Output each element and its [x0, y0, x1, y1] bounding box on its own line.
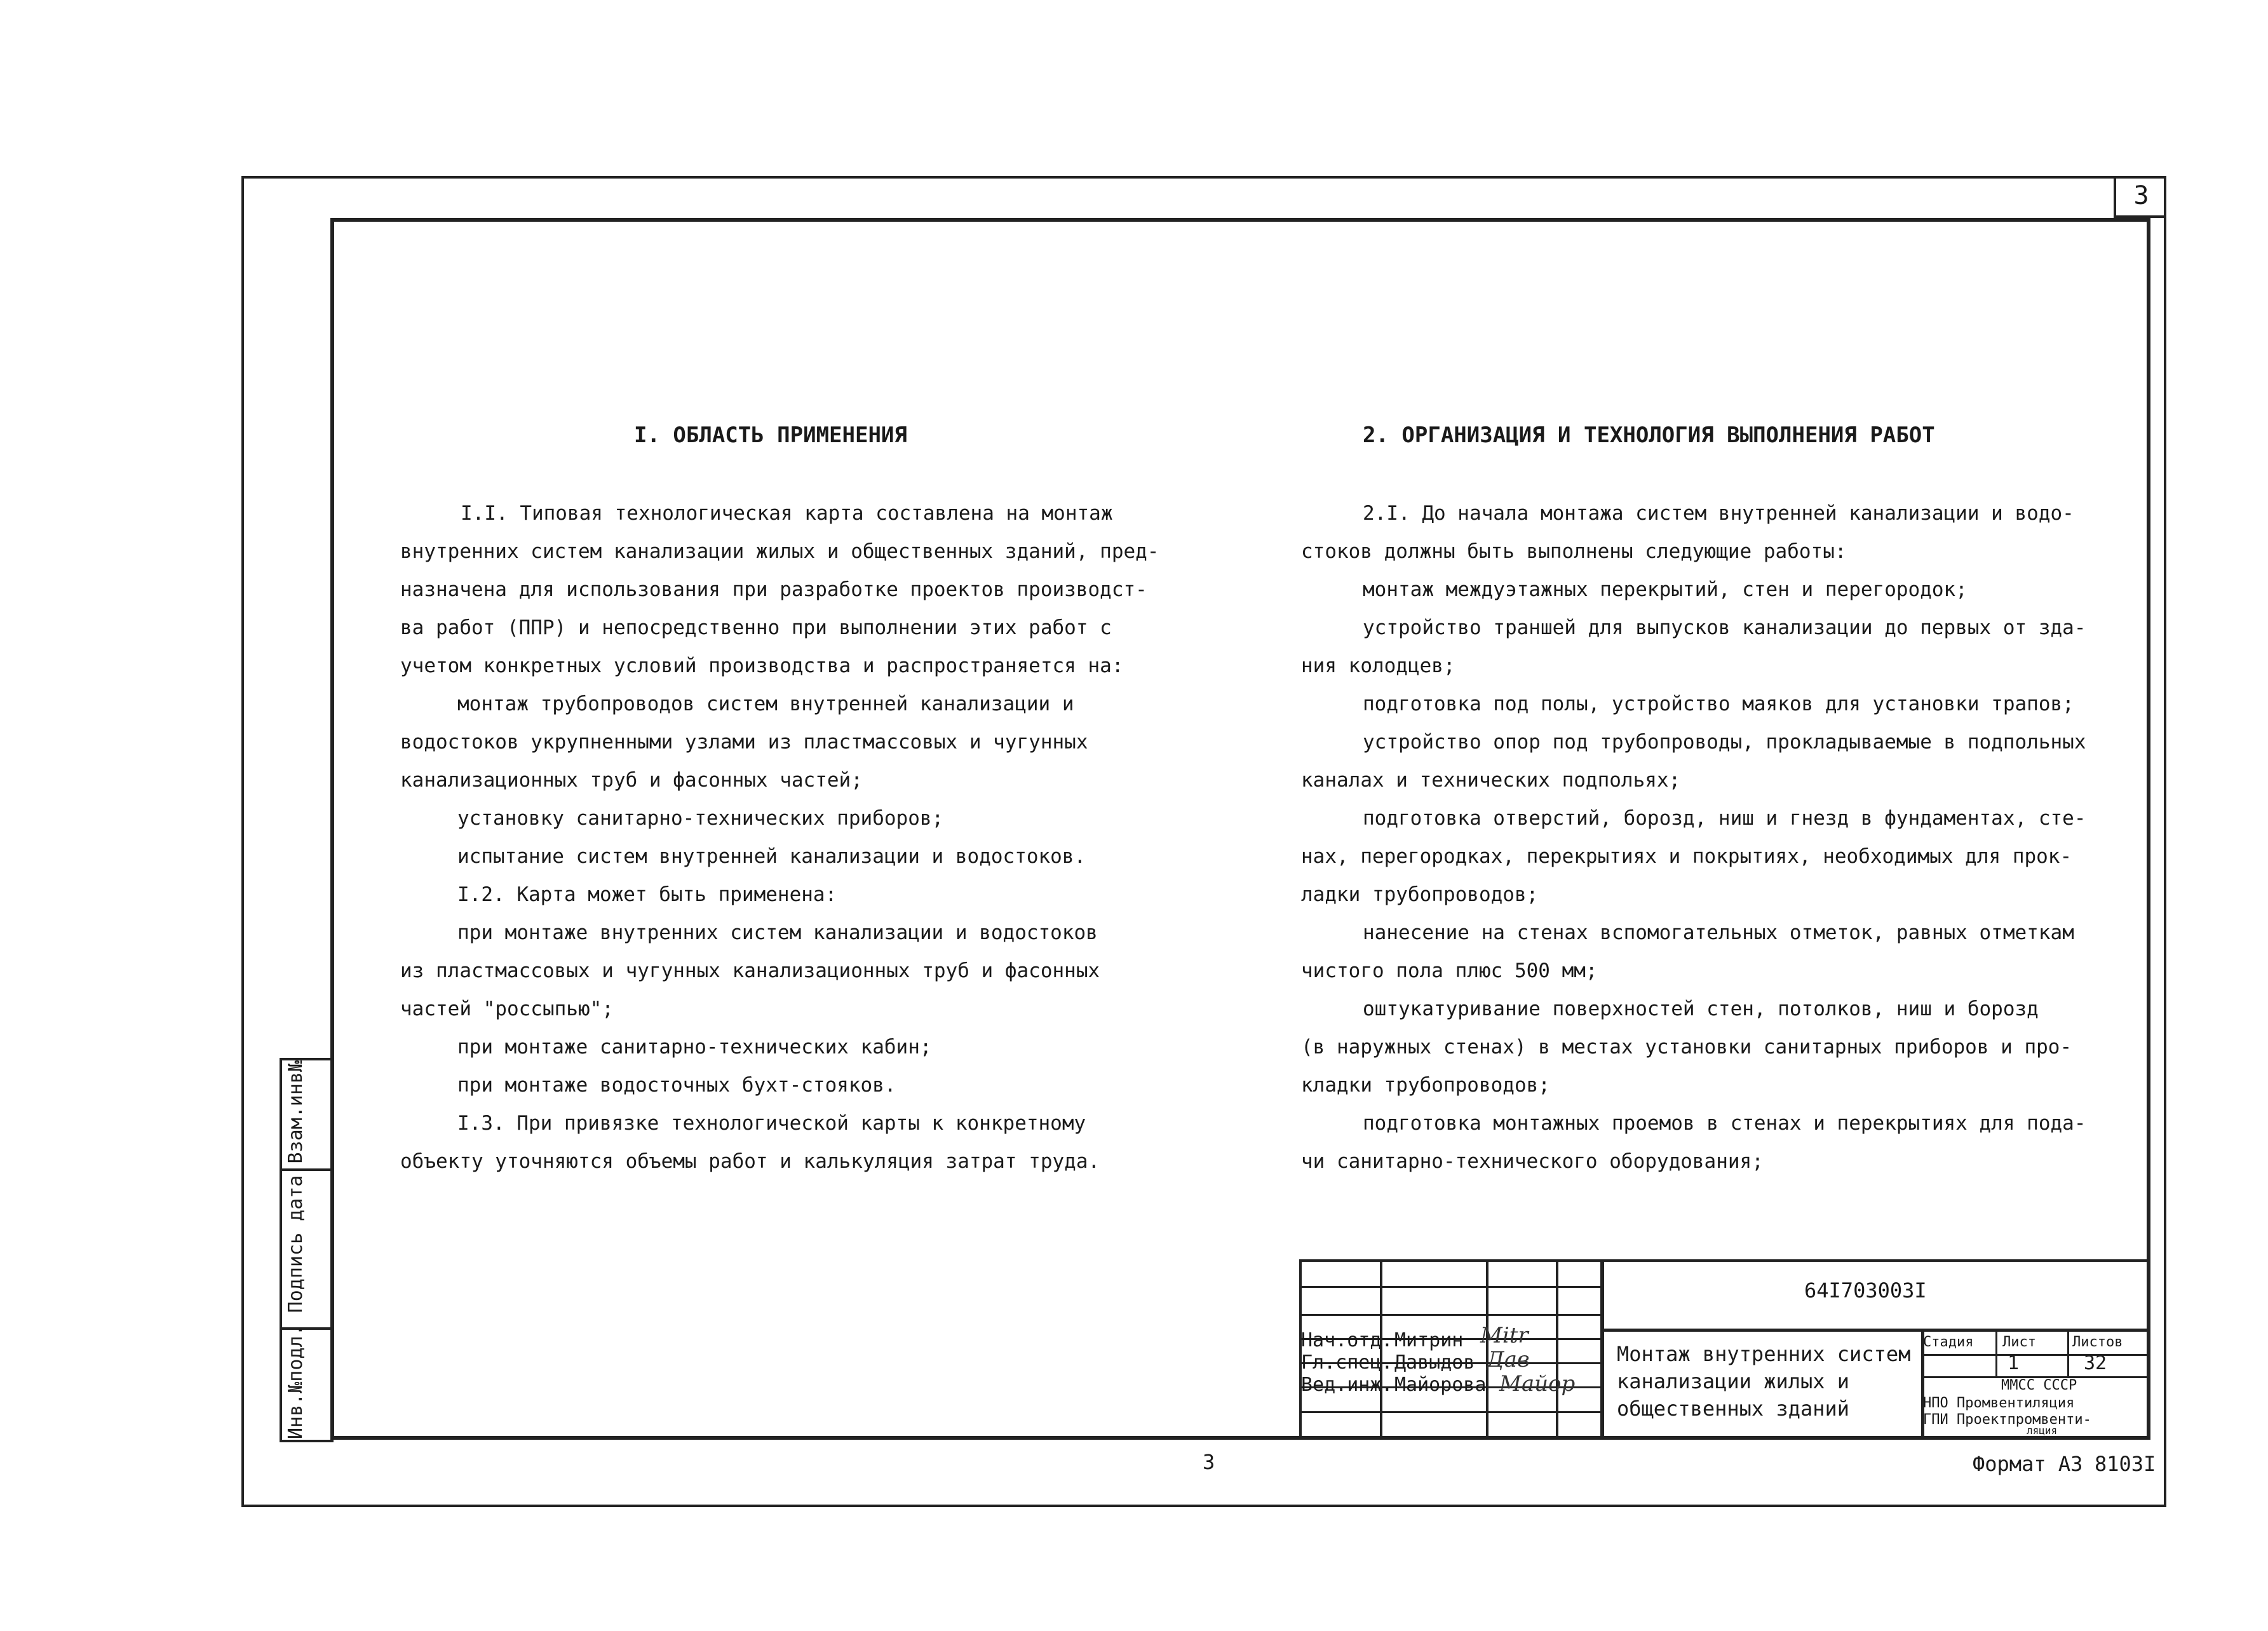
doc-code: 64I703003I	[1804, 1278, 1927, 1303]
section1-line: учетом конкретных условий производства и распространяется на:	[400, 654, 1124, 677]
sheets-value: 32	[2084, 1352, 2107, 1374]
footer-format: Формат А3	[1973, 1452, 2083, 1476]
title-line-3: общественных зданий	[1617, 1397, 1850, 1421]
section2-line: чистого пола плюс 500 мм;	[1301, 959, 1598, 982]
side-stamp-text: Инв.№подл. Подпись дата Взам.инв№	[285, 1060, 307, 1439]
section1-line: при монтаже санитарно-технических кабин;	[457, 1036, 932, 1059]
section1-line: из пластмассовых и чугунных канализационных труб и фасонных	[400, 959, 1100, 982]
section2-line: стоков должны быть выполнены следующие работы:	[1301, 540, 1847, 563]
name-2: Давыдов	[1394, 1351, 1475, 1374]
section1-line: I.3. При привязке технологической карты к конкретному	[457, 1112, 1086, 1135]
section1-line: объекту уточняются объемы работ и калькуляция затрат труда.	[400, 1150, 1100, 1173]
section1-line: при монтаже водосточных бухт-стояков.	[457, 1074, 896, 1097]
role-3: Вед.инж.	[1301, 1374, 1393, 1396]
section2-line: (в наружных стенах) в местах установки санитарных приборов и про-	[1301, 1036, 2072, 1059]
role-1: Нач.отд.	[1301, 1329, 1393, 1351]
org-line-3: ГПИ Проектпромвенти-	[1923, 1412, 2091, 1428]
section1-line: монтаж трубопроводов систем внутренней канализации и	[457, 693, 1074, 715]
section1-line: водостоков укрупненными узлами из пластмассовых и чугунных	[400, 731, 1088, 754]
page-number: 3	[2133, 181, 2149, 210]
section1-line: канализационных труб и фасонных частей;	[400, 769, 863, 792]
section2-line: устройство траншей для выпусков канализации до первых от зда-	[1363, 616, 2086, 639]
footer-page-number: 3	[1203, 1450, 1215, 1474]
section2-line: устройство опор под трубопроводы, прокладываемые в подпольных	[1363, 731, 2086, 754]
page-number-box	[2114, 176, 2166, 218]
signature-1: Мitr	[1480, 1323, 1529, 1348]
section2-line: подготовка монтажных проемов в стенах и перекрытиях для пода-	[1363, 1112, 2086, 1135]
section2-line: нах, перегородках, перекрытиях и покрытиях, необходимых для прок-	[1301, 845, 2072, 868]
name-1: Митрин	[1394, 1329, 1464, 1351]
org-line-1: ММСС СССР	[2001, 1377, 2077, 1393]
section2-line: монтаж междуэтажных перекрытий, стен и перегородок;	[1363, 578, 1968, 601]
stage-header: Стадия	[1923, 1334, 1974, 1350]
title-line-1: Монтаж внутренних систем	[1617, 1342, 1911, 1366]
section2-line: подготовка отверстий, борозд, ниш и гнезд в фундаментах, сте-	[1363, 807, 2086, 830]
section2-line: кладки трубопроводов;	[1301, 1074, 1550, 1097]
sheet-value: 1	[2008, 1352, 2020, 1374]
section2-line: нанесение на стенах вспомогательных отметок, равных отметкам	[1363, 921, 2074, 944]
org-line-2: НПО Промвентиляция	[1923, 1395, 2075, 1411]
section1-line: I.2. Карта может быть применена:	[457, 883, 837, 906]
section2-line: каналах и технических подпольях;	[1301, 769, 1681, 792]
signature-2: Дав	[1487, 1347, 1530, 1372]
section2-line: подготовка под полы, устройство маяков для установки трапов;	[1363, 693, 2074, 715]
sheets-header: Листов	[2072, 1334, 2123, 1350]
section1-line: испытание систем внутренней канализации и водостоков.	[457, 845, 1086, 868]
title-line-2: канализации жилых и	[1617, 1369, 1850, 1393]
org-line-4: ляция	[2027, 1425, 2058, 1437]
section2-line: оштукатуривание поверхностей стен, потолков, ниш и борозд	[1363, 998, 2039, 1020]
role-2: Гл.спец.	[1301, 1351, 1393, 1374]
footer-code: 8103I	[2095, 1452, 2156, 1476]
section1-line: при монтаже внутренних систем канализации и водостоков	[457, 921, 1098, 944]
section2-line: чи санитарно-технического оборудования;	[1301, 1150, 1764, 1173]
section1-line: внутренних систем канализации жилых и общественных зданий, пред-	[400, 540, 1159, 563]
signature-3: Майор	[1499, 1371, 1576, 1397]
section1-line: установку санитарно-технических приборов;	[457, 807, 944, 830]
section1-title: I. ОБЛАСТЬ ПРИМЕНЕНИЯ	[634, 423, 907, 448]
section2-line: ния колодцев;	[1301, 654, 1455, 677]
section1-line: ва работ (ППР) и непосредственно при выполнении этих работ с	[400, 616, 1112, 639]
section1-line: назначена для использования при разработке проектов производст-	[400, 578, 1147, 601]
section1-line: I.I. Типовая технологическая карта составлена на монтаж	[461, 502, 1113, 525]
section2-title: 2. ОРГАНИЗАЦИЯ И ТЕХНОЛОГИЯ ВЫПОЛНЕНИЯ РАБОТ	[1363, 423, 1935, 448]
section1-line: частей "россыпью";	[400, 998, 614, 1020]
section2-line: 2.I. До начала монтажа систем внутренней канализации и водо-	[1363, 502, 2074, 525]
section2-line: ладки трубопроводов;	[1301, 883, 1539, 906]
sheet-header: Лист	[2002, 1334, 2036, 1350]
name-3: Майорова	[1394, 1374, 1487, 1396]
